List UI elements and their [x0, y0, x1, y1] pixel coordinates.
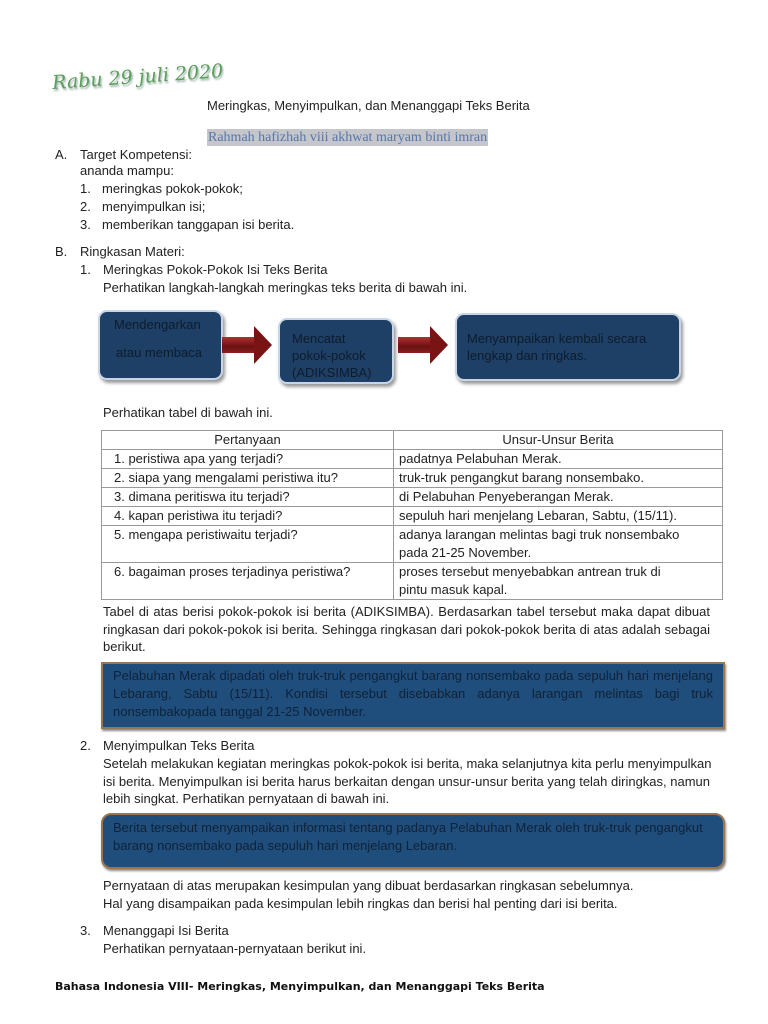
list-item: menyimpulkan isi;: [102, 199, 206, 214]
table-row: [102, 488, 723, 507]
table-cell: adanya larangan melintas bagi truk nonsembako pada 21-25 November.: [394, 526, 723, 563]
list-item: meringkas pokok-pokok;: [102, 181, 243, 196]
student-name-highlight: Rahmah hafizhah viii akhwat maryam binti imran: [208, 130, 488, 145]
conclusion-box: [101, 813, 725, 869]
table-cell: proses tersebut menyebabkan antrean truk di pintu masuk kapal.: [394, 563, 723, 600]
table-cell: 6. bagaiman proses terjadinya peristiwa?: [102, 563, 394, 600]
conclusion-text: Berita tersebut menyampaikan informasi tentang padanya Pelabuhan Merak oleh truk-truk pengangkut barang nonsembako pada sepuluh hari menjelang Lebaran.: [113, 820, 703, 853]
sub1-heading: Meringkas Pokok-Pokok Isi Teks Berita: [103, 262, 328, 277]
flow-arrow-head-icon: [430, 326, 448, 364]
flow-step-listen-read: [98, 310, 223, 380]
adiksimba-table: [101, 430, 723, 600]
flow-arrow-head-icon: [254, 326, 272, 364]
section-a-marker: A.: [55, 147, 68, 162]
sub2-after-line2: Hal yang disampaikan pada kesimpulan lebih ringkas dan berisi hal penting dari isi berita.: [103, 896, 618, 911]
table-intro: Perhatikan tabel di bawah ini.: [103, 405, 273, 420]
column-header-element: Unsur-Unsur Berita: [394, 431, 723, 450]
table-header-row: [102, 431, 723, 450]
table-cell: di Pelabuhan Penyeberangan Merak.: [394, 488, 723, 507]
sub3-number: 3.: [80, 923, 91, 938]
handwritten-date: Rabu 29 juli 2020: [51, 60, 224, 94]
section-b-marker: B.: [55, 244, 68, 259]
flow-step-text: Mendengarkan: [114, 317, 201, 332]
table-row: [102, 507, 723, 526]
page-footer: Bahasa Indonesia VIII- Meringkas, Menyimpulkan, dan Menanggapi Teks Berita: [55, 980, 545, 993]
table-row: [102, 526, 723, 563]
sub2-heading: Menyimpulkan Teks Berita: [103, 738, 255, 753]
section-a-heading: Target Kompetensi:: [80, 147, 193, 162]
table-row: [102, 563, 723, 600]
flow-step-retell: [455, 313, 681, 381]
flow-arrow-icon: [398, 337, 432, 353]
table-cell: 1. peristiwa apa yang terjadi?: [102, 450, 394, 469]
table-cell: 4. kapan peristiwa itu terjadi?: [102, 507, 394, 526]
table-cell: padatnya Pelabuhan Merak.: [394, 450, 723, 469]
table-cell: 5. mengapa peristiwaitu terjadi?: [102, 526, 394, 563]
sub2-body: Setelah melakukan kegiatan meringkas pokok-pokok isi berita, maka selanjutnya kita perlu menyimpulkan isi berita. Menyimpulkan isi berita harus berkaitan dengan unsur-unsur berita yang telah diringkas, namun lebih singkat. Perhatikan pernyataan di bawah ini.: [103, 756, 712, 806]
list-item: memberikan tanggapan isi berita.: [102, 217, 295, 232]
summary-text: Pelabuhan Merak dipadati oleh truk-truk pengangkut barang nonsembako pada sepuluh hari menjelang Lebarang, Sabtu (15/11). Kondisi tersebut disebabkan adanya larangan melintas bagi truk nonsembakopada tanggal 21-25 November.: [113, 668, 713, 719]
table-cell: 2. siapa yang mengalami peristiwa itu?: [102, 469, 394, 488]
flow-step-note-points: [278, 318, 394, 384]
sub2-after-line1: Pernyataan di atas merupakan kesimpulan yang dibuat berdasarkan ringkasan sebelumnya.: [103, 878, 634, 893]
flow-step-text: atau membaca: [116, 345, 202, 360]
list-number: 3.: [80, 217, 91, 232]
table-explanation: Tabel di atas berisi pokok-pokok isi berita (ADIKSIMBA). Berdasarkan tabel tersebut maka dapat dibuat ringkasan dari pokok-pokok isi berita. Sehingga ringkasan dari pokok-pokok berita di atas adalah sebagai berikut.: [103, 604, 710, 654]
section-b-heading: Ringkasan Materi:: [80, 244, 185, 259]
table-row: [102, 469, 723, 488]
column-header-question: Pertanyaan: [102, 431, 394, 450]
list-number: 1.: [80, 181, 91, 196]
table-row: [102, 450, 723, 469]
page-title: Meringkas, Menyimpulkan, dan Menanggapi Teks Berita: [207, 98, 530, 113]
flow-step-text: Menyampaikan kembali secara lengkap dan ringkas.: [467, 331, 647, 363]
flow-step-text: Mencatat pokok-pokok (ADIKSIMBA): [292, 331, 372, 380]
sub3-body: Perhatikan pernyataan-pernyataan berikut ini.: [103, 941, 367, 956]
sub1-number: 1.: [80, 262, 91, 277]
section-a-intro: ananda mampu:: [80, 163, 174, 178]
table-cell: sepuluh hari menjelang Lebaran, Sabtu, (15/11).: [394, 507, 723, 526]
table-cell: truk-truk pengangkut barang nonsembako.: [394, 469, 723, 488]
sub3-heading: Menanggapi Isi Berita: [103, 923, 229, 938]
sub2-number: 2.: [80, 738, 91, 753]
summary-box: [101, 662, 725, 729]
flow-arrow-icon: [222, 337, 256, 353]
table-cell: 3. dimana peritiswa itu terjadi?: [102, 488, 394, 507]
sub1-instruction: Perhatikan langkah-langkah meringkas teks berita di bawah ini.: [103, 280, 468, 295]
list-number: 2.: [80, 199, 91, 214]
